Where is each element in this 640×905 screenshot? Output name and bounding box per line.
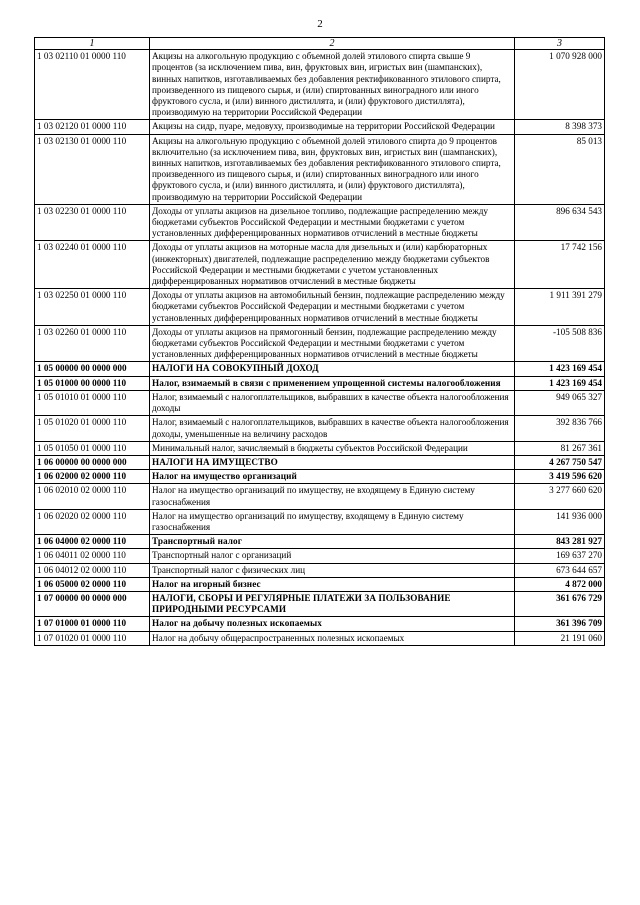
- row-name: Доходы от уплаты акцизов на прямогонный бензин, подлежащие распределению между бюджетами субъектов Российской Федерации и местными бюджетами с учетом установленных дифференцированных нормативов отчислений в местные бюджеты: [150, 325, 515, 362]
- row-name: Налог на имущество организаций по имуществу, входящему в Единую систему газоснабжения: [150, 509, 515, 534]
- row-code: 1 03 02120 01 0000 110: [35, 120, 150, 134]
- row-value: 4 267 750 547: [515, 455, 605, 469]
- row-value: 21 191 060: [515, 631, 605, 645]
- row-value: 673 644 657: [515, 563, 605, 577]
- row-name: Доходы от уплаты акцизов на дизельное топливо, подлежащие распределению между бюджетами субъектов Российской Федерации и местными бюджетами с учетом установленных дифференцированных нормативов отчислений в местные бюджеты: [150, 204, 515, 241]
- header-col-name: 2: [150, 38, 515, 50]
- row-code: 1 06 00000 00 0000 000: [35, 455, 150, 469]
- row-value: -105 508 836: [515, 325, 605, 362]
- row-code: 1 06 02010 02 0000 110: [35, 484, 150, 509]
- row-name: Налог на игорный бизнес: [150, 577, 515, 591]
- table-row: [35, 325, 605, 362]
- row-name: Акцизы на сидр, пуаре, медовуху, производимые на территории Российской Федерации: [150, 120, 515, 134]
- row-code: 1 06 04012 02 0000 110: [35, 563, 150, 577]
- row-value: 1 423 169 454: [515, 376, 605, 390]
- row-code: 1 05 01050 01 0000 110: [35, 441, 150, 455]
- row-name: Доходы от уплаты акцизов на автомобильный бензин, подлежащие распределению между бюджетами субъектов Российской Федерации и местными бюджетами с учетом установленных дифференцированных нормативов отчислений в местные бюджеты: [150, 289, 515, 326]
- table-row: [35, 563, 605, 577]
- row-name: НАЛОГИ НА СОВОКУПНЫЙ ДОХОД: [150, 362, 515, 376]
- table-row: [35, 204, 605, 241]
- row-name: Акцизы на алкогольную продукцию с объемной долей этилового спирта свыше 9 процентов (за исключением пива, вин, фруктовых вин, игристых вин (шампанских), винных напитков, изготавливаемых без добавления ректификованного этилового спирта, произведенного из пищевого сырья, и (или) спиртованных виноградного или иного фруктового сусла, и (или) винного дистиллята, и (или) фруктового дистиллята), производимую на территории Российской Федерации: [150, 50, 515, 120]
- row-name: Акцизы на алкогольную продукцию с объемной долей этилового спирта до 9 процентов включительно (за исключением пива, вин, фруктовых вин, игристых вин (шампанских), винных напитков, изготавливаемых без добавления ректификованного этилового спирта, произведенного из пищевого сырья, и (или) спиртованных виноградного или иного фруктового сусла, и (или) винного дистиллята, и (или) фруктового дистиллята), производимую на территории Российской Федерации: [150, 134, 515, 204]
- table-row: [35, 484, 605, 509]
- row-code: 1 05 01020 01 0000 110: [35, 416, 150, 441]
- row-value: 896 634 543: [515, 204, 605, 241]
- row-name: НАЛОГИ НА ИМУЩЕСТВО: [150, 455, 515, 469]
- table-row: [35, 241, 605, 289]
- row-code: 1 06 02020 02 0000 110: [35, 509, 150, 534]
- row-code: 1 03 02260 01 0000 110: [35, 325, 150, 362]
- table-row: [35, 376, 605, 390]
- table-row: [35, 631, 605, 645]
- row-value: 141 936 000: [515, 509, 605, 534]
- row-code: 1 03 02110 01 0000 110: [35, 50, 150, 120]
- table-row: [35, 50, 605, 120]
- row-value: 392 836 766: [515, 416, 605, 441]
- row-code: 1 05 01000 00 0000 110: [35, 376, 150, 390]
- row-name: Транспортный налог с организаций: [150, 549, 515, 563]
- row-value: 3 277 660 620: [515, 484, 605, 509]
- table-row: [35, 455, 605, 469]
- row-code: 1 06 04000 02 0000 110: [35, 535, 150, 549]
- table-row: [35, 134, 605, 204]
- table-row: [35, 470, 605, 484]
- row-name: Налог, взимаемый с налогоплательщиков, выбравших в качестве объекта налогообложения доходы: [150, 390, 515, 415]
- header-col-value: 3: [515, 38, 605, 50]
- page-number: 2: [317, 18, 323, 30]
- row-value: 85 013: [515, 134, 605, 204]
- row-value: 949 065 327: [515, 390, 605, 415]
- table-row: [35, 509, 605, 534]
- table-row: [35, 390, 605, 415]
- row-code: 1 07 01000 01 0000 110: [35, 617, 150, 631]
- row-value: 843 281 927: [515, 535, 605, 549]
- row-value: 1 070 928 000: [515, 50, 605, 120]
- row-value: 17 742 156: [515, 241, 605, 289]
- row-name: Налог на имущество организаций: [150, 470, 515, 484]
- table-row: [35, 577, 605, 591]
- header-col-code: 1: [35, 38, 150, 50]
- row-name: Налог на добычу полезных ископаемых: [150, 617, 515, 631]
- row-code: 1 06 02000 02 0000 110: [35, 470, 150, 484]
- row-value: 3 419 596 620: [515, 470, 605, 484]
- row-name: Налог, взимаемый с налогоплательщиков, выбравших в качестве объекта налогообложения доходы, уменьшенные на величину расходов: [150, 416, 515, 441]
- row-code: 1 03 02130 01 0000 110: [35, 134, 150, 204]
- table-row: [35, 591, 605, 616]
- row-name: Доходы от уплаты акцизов на моторные масла для дизельных и (или) карбюраторных (инжекторных) двигателей, подлежащие распределению между бюджетами субъектов Российской Федерации и местными бюджетами с учетом установленных дифференцированных нормативов отчислений в местные бюджеты: [150, 241, 515, 289]
- row-code: 1 06 05000 02 0000 110: [35, 577, 150, 591]
- row-code: 1 03 02230 01 0000 110: [35, 204, 150, 241]
- row-code: 1 07 01020 01 0000 110: [35, 631, 150, 645]
- row-value: 361 396 709: [515, 617, 605, 631]
- row-name: Налог, взимаемый в связи с применением упрощенной системы налогообложения: [150, 376, 515, 390]
- row-name: НАЛОГИ, СБОРЫ И РЕГУЛЯРНЫЕ ПЛАТЕЖИ ЗА ПОЛЬЗОВАНИЕ ПРИРОДНЫМИ РЕСУРСАМИ: [150, 591, 515, 616]
- row-value: 1 423 169 454: [515, 362, 605, 376]
- row-value: 81 267 361: [515, 441, 605, 455]
- table-row: [35, 289, 605, 326]
- row-value: 4 872 000: [515, 577, 605, 591]
- table-row: [35, 416, 605, 441]
- row-name: Налог на имущество организаций по имуществу, не входящему в Единую систему газоснабжения: [150, 484, 515, 509]
- row-code: 1 03 02250 01 0000 110: [35, 289, 150, 326]
- row-name: Транспортный налог с физических лиц: [150, 563, 515, 577]
- row-code: 1 03 02240 01 0000 110: [35, 241, 150, 289]
- revenue-table: [34, 37, 605, 646]
- table-row: [35, 120, 605, 134]
- row-name: Транспортный налог: [150, 535, 515, 549]
- table-row: [35, 362, 605, 376]
- table-header-row: [35, 38, 605, 50]
- table-row: [35, 441, 605, 455]
- row-code: 1 05 01010 01 0000 110: [35, 390, 150, 415]
- row-code: 1 07 00000 00 0000 000: [35, 591, 150, 616]
- row-name: Налог на добычу общераспространенных полезных ископаемых: [150, 631, 515, 645]
- row-value: 361 676 729: [515, 591, 605, 616]
- row-value: 1 911 391 279: [515, 289, 605, 326]
- row-value: 169 637 270: [515, 549, 605, 563]
- row-code: 1 05 00000 00 0000 000: [35, 362, 150, 376]
- table-row: [35, 549, 605, 563]
- row-code: 1 06 04011 02 0000 110: [35, 549, 150, 563]
- row-value: 8 398 373: [515, 120, 605, 134]
- row-name: Минимальный налог, зачисляемый в бюджеты субъектов Российской Федерации: [150, 441, 515, 455]
- table-row: [35, 617, 605, 631]
- table-row: [35, 535, 605, 549]
